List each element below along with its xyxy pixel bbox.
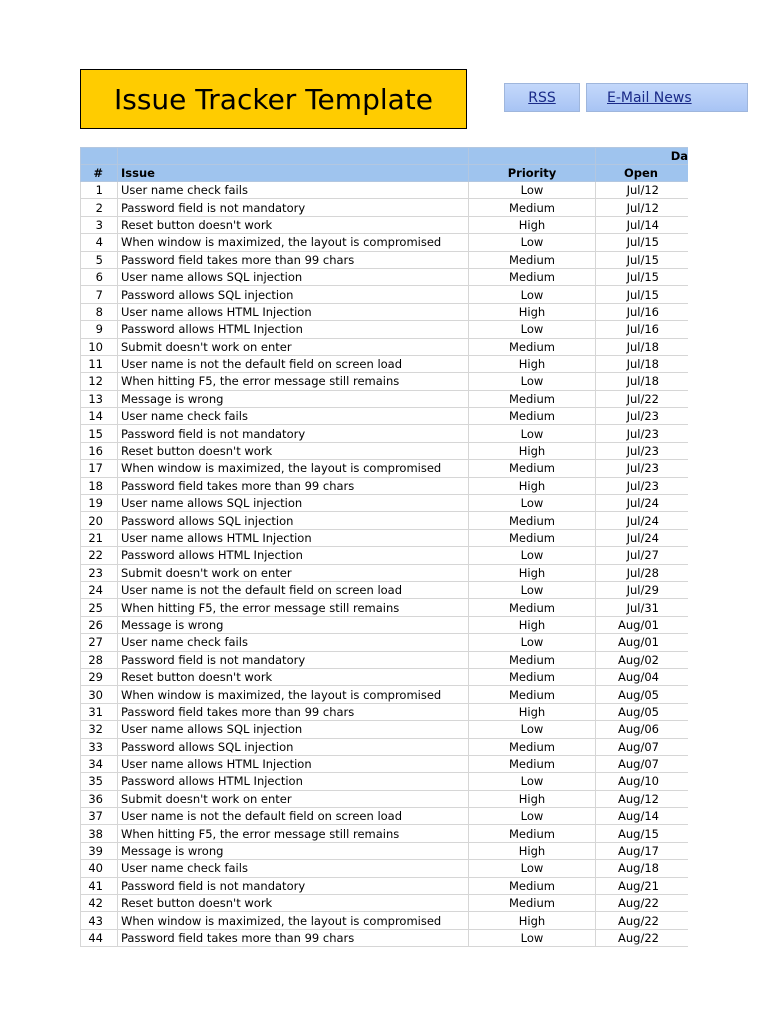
- row-number-cell[interactable]: 30: [81, 686, 118, 703]
- open-date-cell[interactable]: Jul/12: [596, 182, 689, 199]
- table-row: [81, 338, 689, 355]
- issue-cell[interactable]: User name allows HTML Injection: [118, 303, 469, 320]
- open-date-cell[interactable]: Jul/15: [596, 234, 689, 251]
- table-row: [81, 825, 689, 842]
- open-date-cell[interactable]: Aug/15: [596, 825, 689, 842]
- open-date-cell[interactable]: Aug/05: [596, 686, 689, 703]
- priority-cell[interactable]: Low: [469, 425, 596, 442]
- table-row: [81, 251, 689, 268]
- table-row: [81, 912, 689, 929]
- issue-cell[interactable]: Password field takes more than 99 chars: [118, 929, 469, 946]
- open-date-cell[interactable]: Aug/02: [596, 651, 689, 668]
- row-number-cell[interactable]: 2: [81, 199, 118, 216]
- table-row: [81, 355, 689, 372]
- open-date-cell[interactable]: Jul/15: [596, 286, 689, 303]
- priority-cell[interactable]: Medium: [469, 268, 596, 285]
- row-number-cell[interactable]: 34: [81, 755, 118, 772]
- table-row: [81, 495, 689, 512]
- issue-cell[interactable]: User name allows HTML Injection: [118, 755, 469, 772]
- row-number-cell[interactable]: 33: [81, 738, 118, 755]
- open-date-cell[interactable]: Jul/23: [596, 442, 689, 459]
- issue-cell[interactable]: User name allows HTML Injection: [118, 529, 469, 546]
- issue-cell[interactable]: User name check fails: [118, 634, 469, 651]
- column-header-issue[interactable]: Issue: [118, 165, 469, 182]
- priority-cell[interactable]: Low: [469, 581, 596, 598]
- open-date-cell[interactable]: Aug/22: [596, 895, 689, 912]
- table-row: [81, 634, 689, 651]
- open-date-cell[interactable]: Jul/28: [596, 564, 689, 581]
- priority-cell[interactable]: High: [469, 912, 596, 929]
- priority-cell[interactable]: High: [469, 842, 596, 859]
- row-number-cell[interactable]: 16: [81, 442, 118, 459]
- priority-cell[interactable]: Low: [469, 860, 596, 877]
- table-row: [81, 268, 689, 285]
- open-date-cell[interactable]: Jul/16: [596, 321, 689, 338]
- priority-cell[interactable]: Low: [469, 634, 596, 651]
- email-news-link[interactable]: E-Mail News: [586, 83, 748, 112]
- table-row: [81, 564, 689, 581]
- issue-cell[interactable]: Message is wrong: [118, 616, 469, 633]
- priority-cell[interactable]: Low: [469, 547, 596, 564]
- row-number-cell[interactable]: 10: [81, 338, 118, 355]
- priority-cell[interactable]: Low: [469, 495, 596, 512]
- row-number-cell[interactable]: 3: [81, 216, 118, 233]
- issue-cell[interactable]: User name check fails: [118, 182, 469, 199]
- table-row: [81, 686, 689, 703]
- dates-group-header: Da: [596, 148, 689, 165]
- group-header-row: [81, 148, 689, 165]
- issue-cell[interactable]: Password field is not mandatory: [118, 425, 469, 442]
- row-number-cell[interactable]: 26: [81, 616, 118, 633]
- table-row: [81, 599, 689, 616]
- issue-cell[interactable]: When window is maximized, the layout is compromised: [118, 460, 469, 477]
- issue-cell[interactable]: Password allows HTML Injection: [118, 547, 469, 564]
- priority-cell[interactable]: Low: [469, 234, 596, 251]
- table-row: [81, 477, 689, 494]
- row-number-cell[interactable]: 5: [81, 251, 118, 268]
- row-number-cell[interactable]: 4: [81, 234, 118, 251]
- priority-cell[interactable]: Low: [469, 808, 596, 825]
- row-number-cell[interactable]: 8: [81, 303, 118, 320]
- priority-cell[interactable]: Medium: [469, 408, 596, 425]
- issue-cell[interactable]: Password field is not mandatory: [118, 651, 469, 668]
- table-row: [81, 442, 689, 459]
- open-date-cell[interactable]: Jul/24: [596, 495, 689, 512]
- table-row: [81, 895, 689, 912]
- row-number-cell[interactable]: 24: [81, 581, 118, 598]
- priority-cell[interactable]: Low: [469, 721, 596, 738]
- table-row: [81, 425, 689, 442]
- priority-cell[interactable]: High: [469, 564, 596, 581]
- table-row: [81, 929, 689, 946]
- open-date-cell[interactable]: Jul/23: [596, 460, 689, 477]
- table-row: [81, 303, 689, 320]
- open-date-cell[interactable]: Jul/15: [596, 251, 689, 268]
- table-row: [81, 373, 689, 390]
- open-date-cell[interactable]: Aug/22: [596, 912, 689, 929]
- column-header-open[interactable]: Open: [596, 165, 689, 182]
- issue-cell[interactable]: Password allows SQL injection: [118, 286, 469, 303]
- column-header-priority[interactable]: Priority: [469, 165, 596, 182]
- table-row: [81, 755, 689, 772]
- row-number-cell[interactable]: 15: [81, 425, 118, 442]
- row-number-cell[interactable]: 44: [81, 929, 118, 946]
- row-number-cell[interactable]: 14: [81, 408, 118, 425]
- row-number-cell[interactable]: 20: [81, 512, 118, 529]
- table-row: [81, 738, 689, 755]
- open-date-cell[interactable]: Jul/24: [596, 529, 689, 546]
- issue-cell[interactable]: Reset button doesn't work: [118, 442, 469, 459]
- issue-cell[interactable]: Password field takes more than 99 chars: [118, 251, 469, 268]
- row-number-cell[interactable]: 39: [81, 842, 118, 859]
- row-number-cell[interactable]: 42: [81, 895, 118, 912]
- row-number-cell[interactable]: 43: [81, 912, 118, 929]
- open-date-cell[interactable]: Aug/12: [596, 790, 689, 807]
- row-number-cell[interactable]: 9: [81, 321, 118, 338]
- open-date-cell[interactable]: Jul/31: [596, 599, 689, 616]
- table-row: [81, 877, 689, 894]
- table-row: [81, 651, 689, 668]
- issue-cell[interactable]: When hitting F5, the error message still remains: [118, 599, 469, 616]
- table-row: [81, 460, 689, 477]
- table-row: [81, 547, 689, 564]
- open-date-cell[interactable]: Jul/23: [596, 477, 689, 494]
- open-date-cell[interactable]: Aug/07: [596, 738, 689, 755]
- table-row: [81, 703, 689, 720]
- issue-cell[interactable]: User name check fails: [118, 860, 469, 877]
- open-date-cell[interactable]: Jul/29: [596, 581, 689, 598]
- issue-cell[interactable]: When window is maximized, the layout is compromised: [118, 912, 469, 929]
- priority-cell[interactable]: High: [469, 477, 596, 494]
- open-date-cell[interactable]: Aug/22: [596, 929, 689, 946]
- row-number-cell[interactable]: 7: [81, 286, 118, 303]
- issue-cell[interactable]: Password allows SQL injection: [118, 738, 469, 755]
- row-number-cell[interactable]: 29: [81, 668, 118, 685]
- open-date-cell[interactable]: Jul/18: [596, 355, 689, 372]
- issue-cell[interactable]: When hitting F5, the error message still remains: [118, 825, 469, 842]
- table-row: [81, 581, 689, 598]
- row-number-cell[interactable]: 13: [81, 390, 118, 407]
- open-date-cell[interactable]: Aug/17: [596, 842, 689, 859]
- open-date-cell[interactable]: Jul/23: [596, 425, 689, 442]
- issue-cell[interactable]: Submit doesn't work on enter: [118, 564, 469, 581]
- row-number-cell[interactable]: 27: [81, 634, 118, 651]
- priority-cell[interactable]: High: [469, 703, 596, 720]
- issue-table-body: [81, 182, 689, 947]
- priority-cell[interactable]: Medium: [469, 686, 596, 703]
- row-number-cell[interactable]: 22: [81, 547, 118, 564]
- open-date-cell[interactable]: Aug/10: [596, 773, 689, 790]
- table-row: [81, 408, 689, 425]
- row-number-cell[interactable]: 11: [81, 355, 118, 372]
- row-number-cell[interactable]: 38: [81, 825, 118, 842]
- issue-cell[interactable]: User name allows SQL injection: [118, 721, 469, 738]
- row-number-cell[interactable]: 6: [81, 268, 118, 285]
- open-date-cell[interactable]: Jul/15: [596, 268, 689, 285]
- table-row: [81, 721, 689, 738]
- priority-cell[interactable]: Medium: [469, 825, 596, 842]
- issue-cell[interactable]: When hitting F5, the error message still remains: [118, 373, 469, 390]
- table-row: [81, 286, 689, 303]
- issue-table: [80, 147, 688, 947]
- row-number-cell[interactable]: 31: [81, 703, 118, 720]
- row-number-cell[interactable]: 19: [81, 495, 118, 512]
- priority-cell[interactable]: Low: [469, 773, 596, 790]
- issue-cell[interactable]: Password allows HTML Injection: [118, 773, 469, 790]
- table-row: [81, 616, 689, 633]
- open-date-cell[interactable]: Jul/24: [596, 512, 689, 529]
- issue-cell[interactable]: User name allows SQL injection: [118, 495, 469, 512]
- priority-cell[interactable]: Low: [469, 321, 596, 338]
- priority-cell[interactable]: Medium: [469, 390, 596, 407]
- row-number-cell[interactable]: 21: [81, 529, 118, 546]
- table-row: [81, 234, 689, 251]
- issue-cell[interactable]: When window is maximized, the layout is compromised: [118, 234, 469, 251]
- rss-link[interactable]: RSS: [504, 83, 580, 112]
- priority-cell[interactable]: Medium: [469, 877, 596, 894]
- group-header-cell: [469, 148, 596, 165]
- open-date-cell[interactable]: Aug/01: [596, 616, 689, 633]
- open-date-cell[interactable]: Jul/27: [596, 547, 689, 564]
- row-number-cell[interactable]: 35: [81, 773, 118, 790]
- open-date-cell[interactable]: Jul/18: [596, 373, 689, 390]
- priority-cell[interactable]: Low: [469, 182, 596, 199]
- issue-cell[interactable]: Submit doesn't work on enter: [118, 338, 469, 355]
- table-row: [81, 808, 689, 825]
- issue-cell[interactable]: Reset button doesn't work: [118, 895, 469, 912]
- issue-cell[interactable]: Message is wrong: [118, 842, 469, 859]
- issue-cell[interactable]: User name allows SQL injection: [118, 268, 469, 285]
- issue-cell[interactable]: Password field is not mandatory: [118, 877, 469, 894]
- issue-cell[interactable]: User name check fails: [118, 408, 469, 425]
- open-date-cell[interactable]: Aug/21: [596, 877, 689, 894]
- row-number-cell[interactable]: 40: [81, 860, 118, 877]
- group-header-cell: [81, 148, 118, 165]
- table-row: [81, 216, 689, 233]
- issue-cell[interactable]: Password field is not mandatory: [118, 199, 469, 216]
- row-number-cell[interactable]: 12: [81, 373, 118, 390]
- table-row: [81, 529, 689, 546]
- table-row: [81, 512, 689, 529]
- priority-cell[interactable]: Low: [469, 286, 596, 303]
- priority-cell[interactable]: Medium: [469, 738, 596, 755]
- open-date-cell[interactable]: Jul/14: [596, 216, 689, 233]
- table-row: [81, 790, 689, 807]
- issue-cell[interactable]: Submit doesn't work on enter: [118, 790, 469, 807]
- open-date-cell[interactable]: Aug/04: [596, 668, 689, 685]
- issue-cell[interactable]: Message is wrong: [118, 390, 469, 407]
- column-header-row: [81, 165, 689, 182]
- issue-cell[interactable]: Reset button doesn't work: [118, 216, 469, 233]
- table-row: [81, 668, 689, 685]
- issue-cell[interactable]: Reset button doesn't work: [118, 668, 469, 685]
- open-date-cell[interactable]: Aug/01: [596, 634, 689, 651]
- table-row: [81, 773, 689, 790]
- table-row: [81, 860, 689, 877]
- table-row: [81, 842, 689, 859]
- priority-cell[interactable]: High: [469, 790, 596, 807]
- priority-cell[interactable]: Medium: [469, 199, 596, 216]
- table-row: [81, 182, 689, 199]
- open-date-cell[interactable]: Aug/14: [596, 808, 689, 825]
- row-number-cell[interactable]: 25: [81, 599, 118, 616]
- open-date-cell[interactable]: Jul/18: [596, 338, 689, 355]
- issue-cell[interactable]: When window is maximized, the layout is compromised: [118, 686, 469, 703]
- open-date-cell[interactable]: Jul/12: [596, 199, 689, 216]
- priority-cell[interactable]: Medium: [469, 338, 596, 355]
- priority-cell[interactable]: High: [469, 216, 596, 233]
- issue-cell[interactable]: User name is not the default field on screen load: [118, 808, 469, 825]
- table-row: [81, 321, 689, 338]
- group-header-cell: [118, 148, 469, 165]
- column-header-number[interactable]: #: [81, 165, 118, 182]
- open-date-cell[interactable]: Jul/22: [596, 390, 689, 407]
- priority-cell[interactable]: Medium: [469, 895, 596, 912]
- open-date-cell[interactable]: Jul/23: [596, 408, 689, 425]
- table-row: [81, 199, 689, 216]
- row-number-cell[interactable]: 41: [81, 877, 118, 894]
- priority-cell[interactable]: Medium: [469, 599, 596, 616]
- priority-cell[interactable]: High: [469, 616, 596, 633]
- priority-cell[interactable]: Medium: [469, 651, 596, 668]
- row-number-cell[interactable]: 17: [81, 460, 118, 477]
- row-number-cell[interactable]: 32: [81, 721, 118, 738]
- open-date-cell[interactable]: Aug/07: [596, 755, 689, 772]
- priority-cell[interactable]: Medium: [469, 251, 596, 268]
- priority-cell[interactable]: Low: [469, 929, 596, 946]
- open-date-cell[interactable]: Aug/06: [596, 721, 689, 738]
- priority-cell[interactable]: Medium: [469, 529, 596, 546]
- issue-cell[interactable]: User name is not the default field on screen load: [118, 581, 469, 598]
- open-date-cell[interactable]: Aug/18: [596, 860, 689, 877]
- row-number-cell[interactable]: 23: [81, 564, 118, 581]
- priority-cell[interactable]: High: [469, 442, 596, 459]
- issue-cell[interactable]: Password allows HTML Injection: [118, 321, 469, 338]
- row-number-cell[interactable]: 36: [81, 790, 118, 807]
- row-number-cell[interactable]: 1: [81, 182, 118, 199]
- issue-cell[interactable]: User name is not the default field on screen load: [118, 355, 469, 372]
- priority-cell[interactable]: High: [469, 303, 596, 320]
- row-number-cell[interactable]: 28: [81, 651, 118, 668]
- priority-cell[interactable]: Low: [469, 373, 596, 390]
- issue-cell[interactable]: Password allows SQL injection: [118, 512, 469, 529]
- open-date-cell[interactable]: Jul/16: [596, 303, 689, 320]
- priority-cell[interactable]: Medium: [469, 460, 596, 477]
- priority-cell[interactable]: High: [469, 355, 596, 372]
- issue-cell[interactable]: Password field takes more than 99 chars: [118, 477, 469, 494]
- priority-cell[interactable]: Medium: [469, 668, 596, 685]
- row-number-cell[interactable]: 18: [81, 477, 118, 494]
- row-number-cell[interactable]: 37: [81, 808, 118, 825]
- page-title: Issue Tracker Template: [80, 69, 467, 129]
- priority-cell[interactable]: Medium: [469, 512, 596, 529]
- priority-cell[interactable]: Medium: [469, 755, 596, 772]
- issue-cell[interactable]: Password field takes more than 99 chars: [118, 703, 469, 720]
- issue-table-container: [80, 147, 688, 947]
- table-row: [81, 390, 689, 407]
- open-date-cell[interactable]: Aug/05: [596, 703, 689, 720]
